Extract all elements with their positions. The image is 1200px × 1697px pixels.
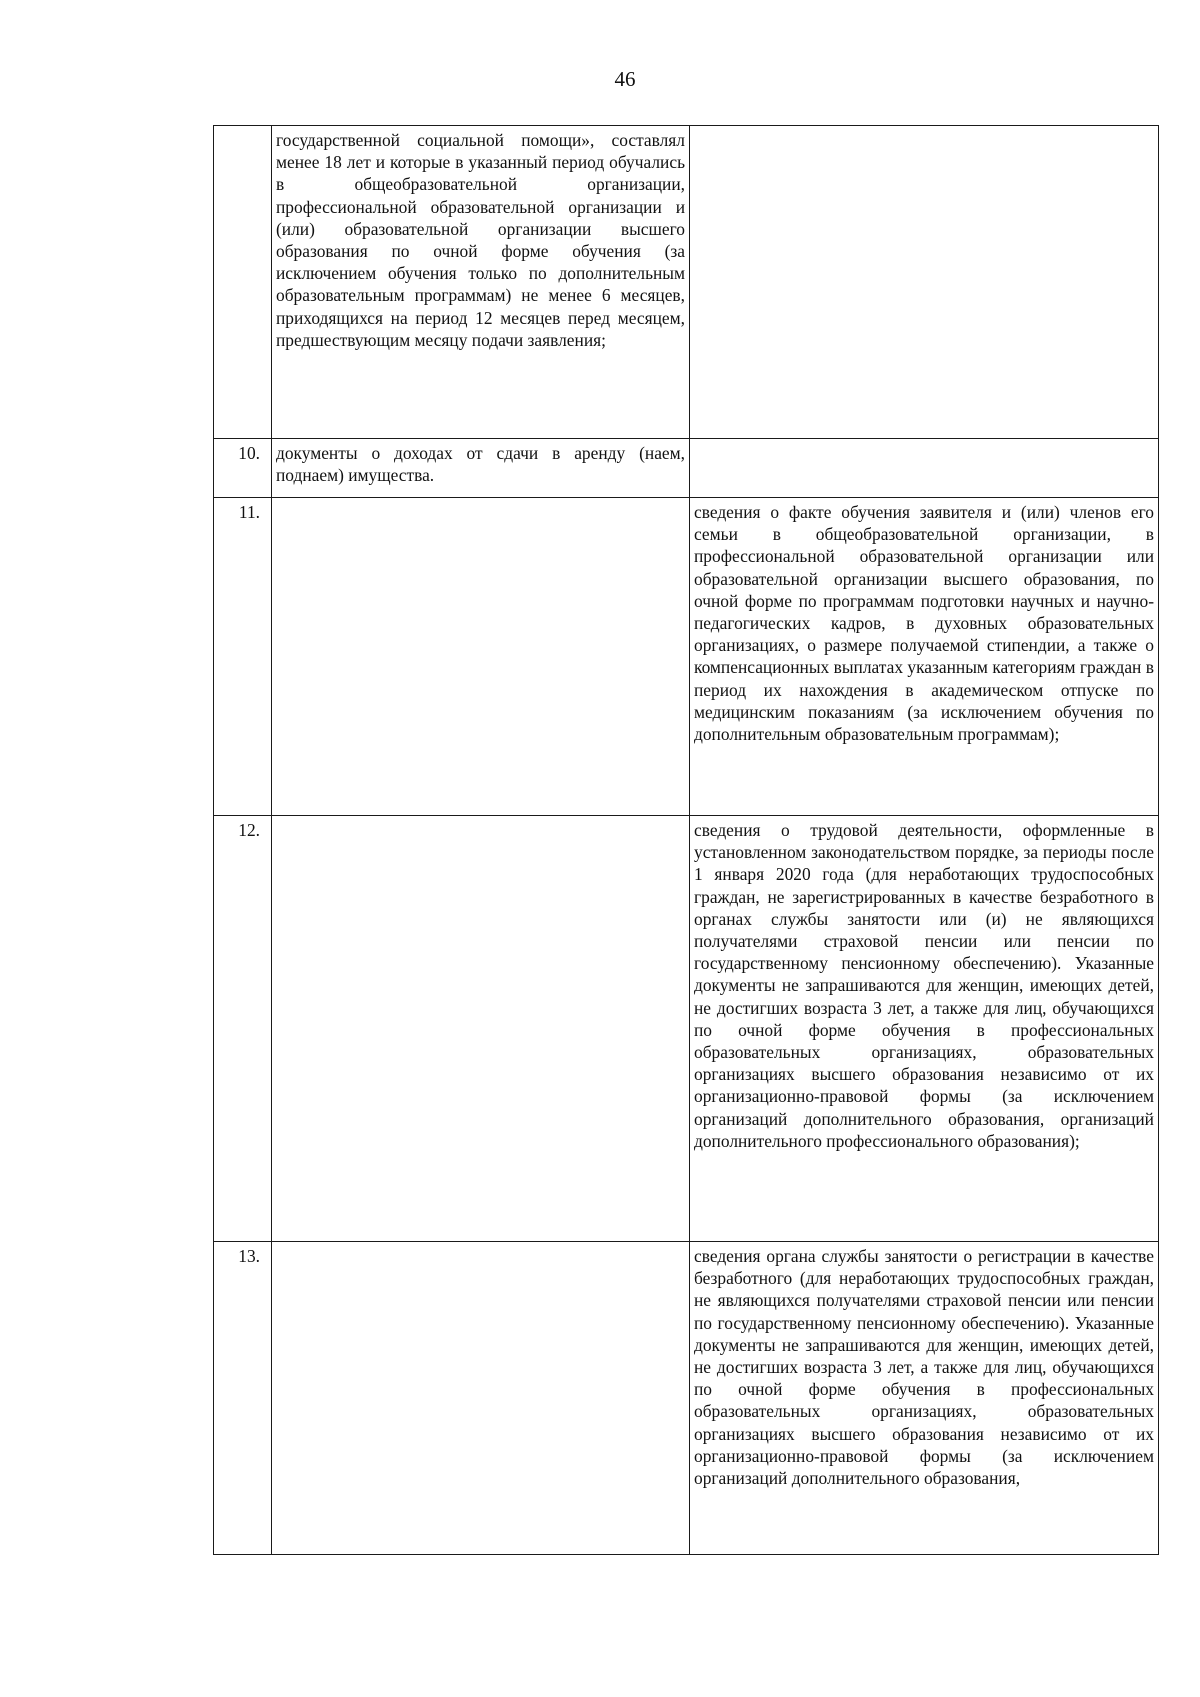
right-column-cell (690, 498, 1159, 816)
left-column-cell (272, 439, 690, 498)
table-row (214, 439, 1159, 498)
left-cell-text: государственной социальной помощи», составлял менее 18 лет и которые в указанный период обучались в общеобразовательной организации, профессиональной образовательной организации и (или) образовательной организации высшего образования по очной форме обучения (за исключением обучения только по дополнительным образовательным программам) не менее 6 месяцев, приходящихся на период 12 месяцев перед месяцем, предшествующим месяцу подачи заявления; (276, 130, 685, 350)
page-number: 46 (614, 67, 636, 91)
table-row (214, 1242, 1159, 1555)
table-row (214, 126, 1159, 439)
right-cell-text: сведения о факте обучения заявителя и (или) членов его семьи в общеобразовательной организации, в профессиональной образовательной организации или образовательной организации высшего образования, по очной форме по программам подготовки научных и научно-педагогических кадров, в духовных образовательных организациях, о размере получаемой стипендии, а также о компенсационных выплатах указанным категориям граждан в период их нахождения в академическом отпуске по медицинским показаниям (за исключением обучения по дополнительным образовательным программам); (694, 502, 1154, 745)
right-column-cell (690, 1242, 1159, 1555)
row-number-cell: 10. (214, 439, 272, 498)
row-number-cell: 11. (214, 498, 272, 816)
row-number-cell: 13. (214, 1242, 272, 1555)
left-column-cell (272, 126, 690, 439)
right-column-cell (690, 126, 1159, 439)
right-column-cell (690, 816, 1159, 1242)
table-row (214, 816, 1159, 1242)
table-body (214, 126, 1159, 1555)
left-column-cell (272, 498, 690, 816)
left-column-cell (272, 816, 690, 1242)
right-cell-text: сведения о трудовой деятельности, оформленные в установленном законодательством порядке, за периоды после 1 января 2020 года (для неработающих трудоспособных граждан, не зарегистрированных в качестве безработного в органах службы занятости или (и) не являющихся получателями страховой пенсии или пенсии по государственному пенсионному обеспечению). Указанные документы не запрашиваются для женщин, имеющих детей, не достигших возраста 3 лет, а также для лиц, обучающихся по очной форме обучения в профессиональных образовательных организациях, образовательных организациях высшего образования независимо от их организационно-правовой формы (за исключением организаций дополнительного образования, организаций дополнительного профессионального образования); (694, 820, 1154, 1151)
left-cell-text: документы о доходах от сдачи в аренду (наем, поднаем) имущества. (276, 443, 685, 486)
row-number-cell (214, 126, 272, 439)
right-cell-text: сведения органа службы занятости о регистрации в качестве безработного (для неработающих трудоспособных граждан, не являющихся получателями страховой пенсии или пенсии по государственному пенсионному обеспечению). Указанные документы не запрашиваются для женщин, имеющих детей, не достигших возраста 3 лет, а также для лиц, обучающихся по очной форме обучения в профессиональных образовательных организациях, образовательных организациях высшего образования независимо от их организационно-правовой формы (за исключением организаций дополнительного образования, (694, 1246, 1154, 1489)
table-row (214, 498, 1159, 816)
row-number-cell: 12. (214, 816, 272, 1242)
left-column-cell (272, 1242, 690, 1555)
right-column-cell (690, 439, 1159, 498)
document-table (213, 125, 1159, 1555)
